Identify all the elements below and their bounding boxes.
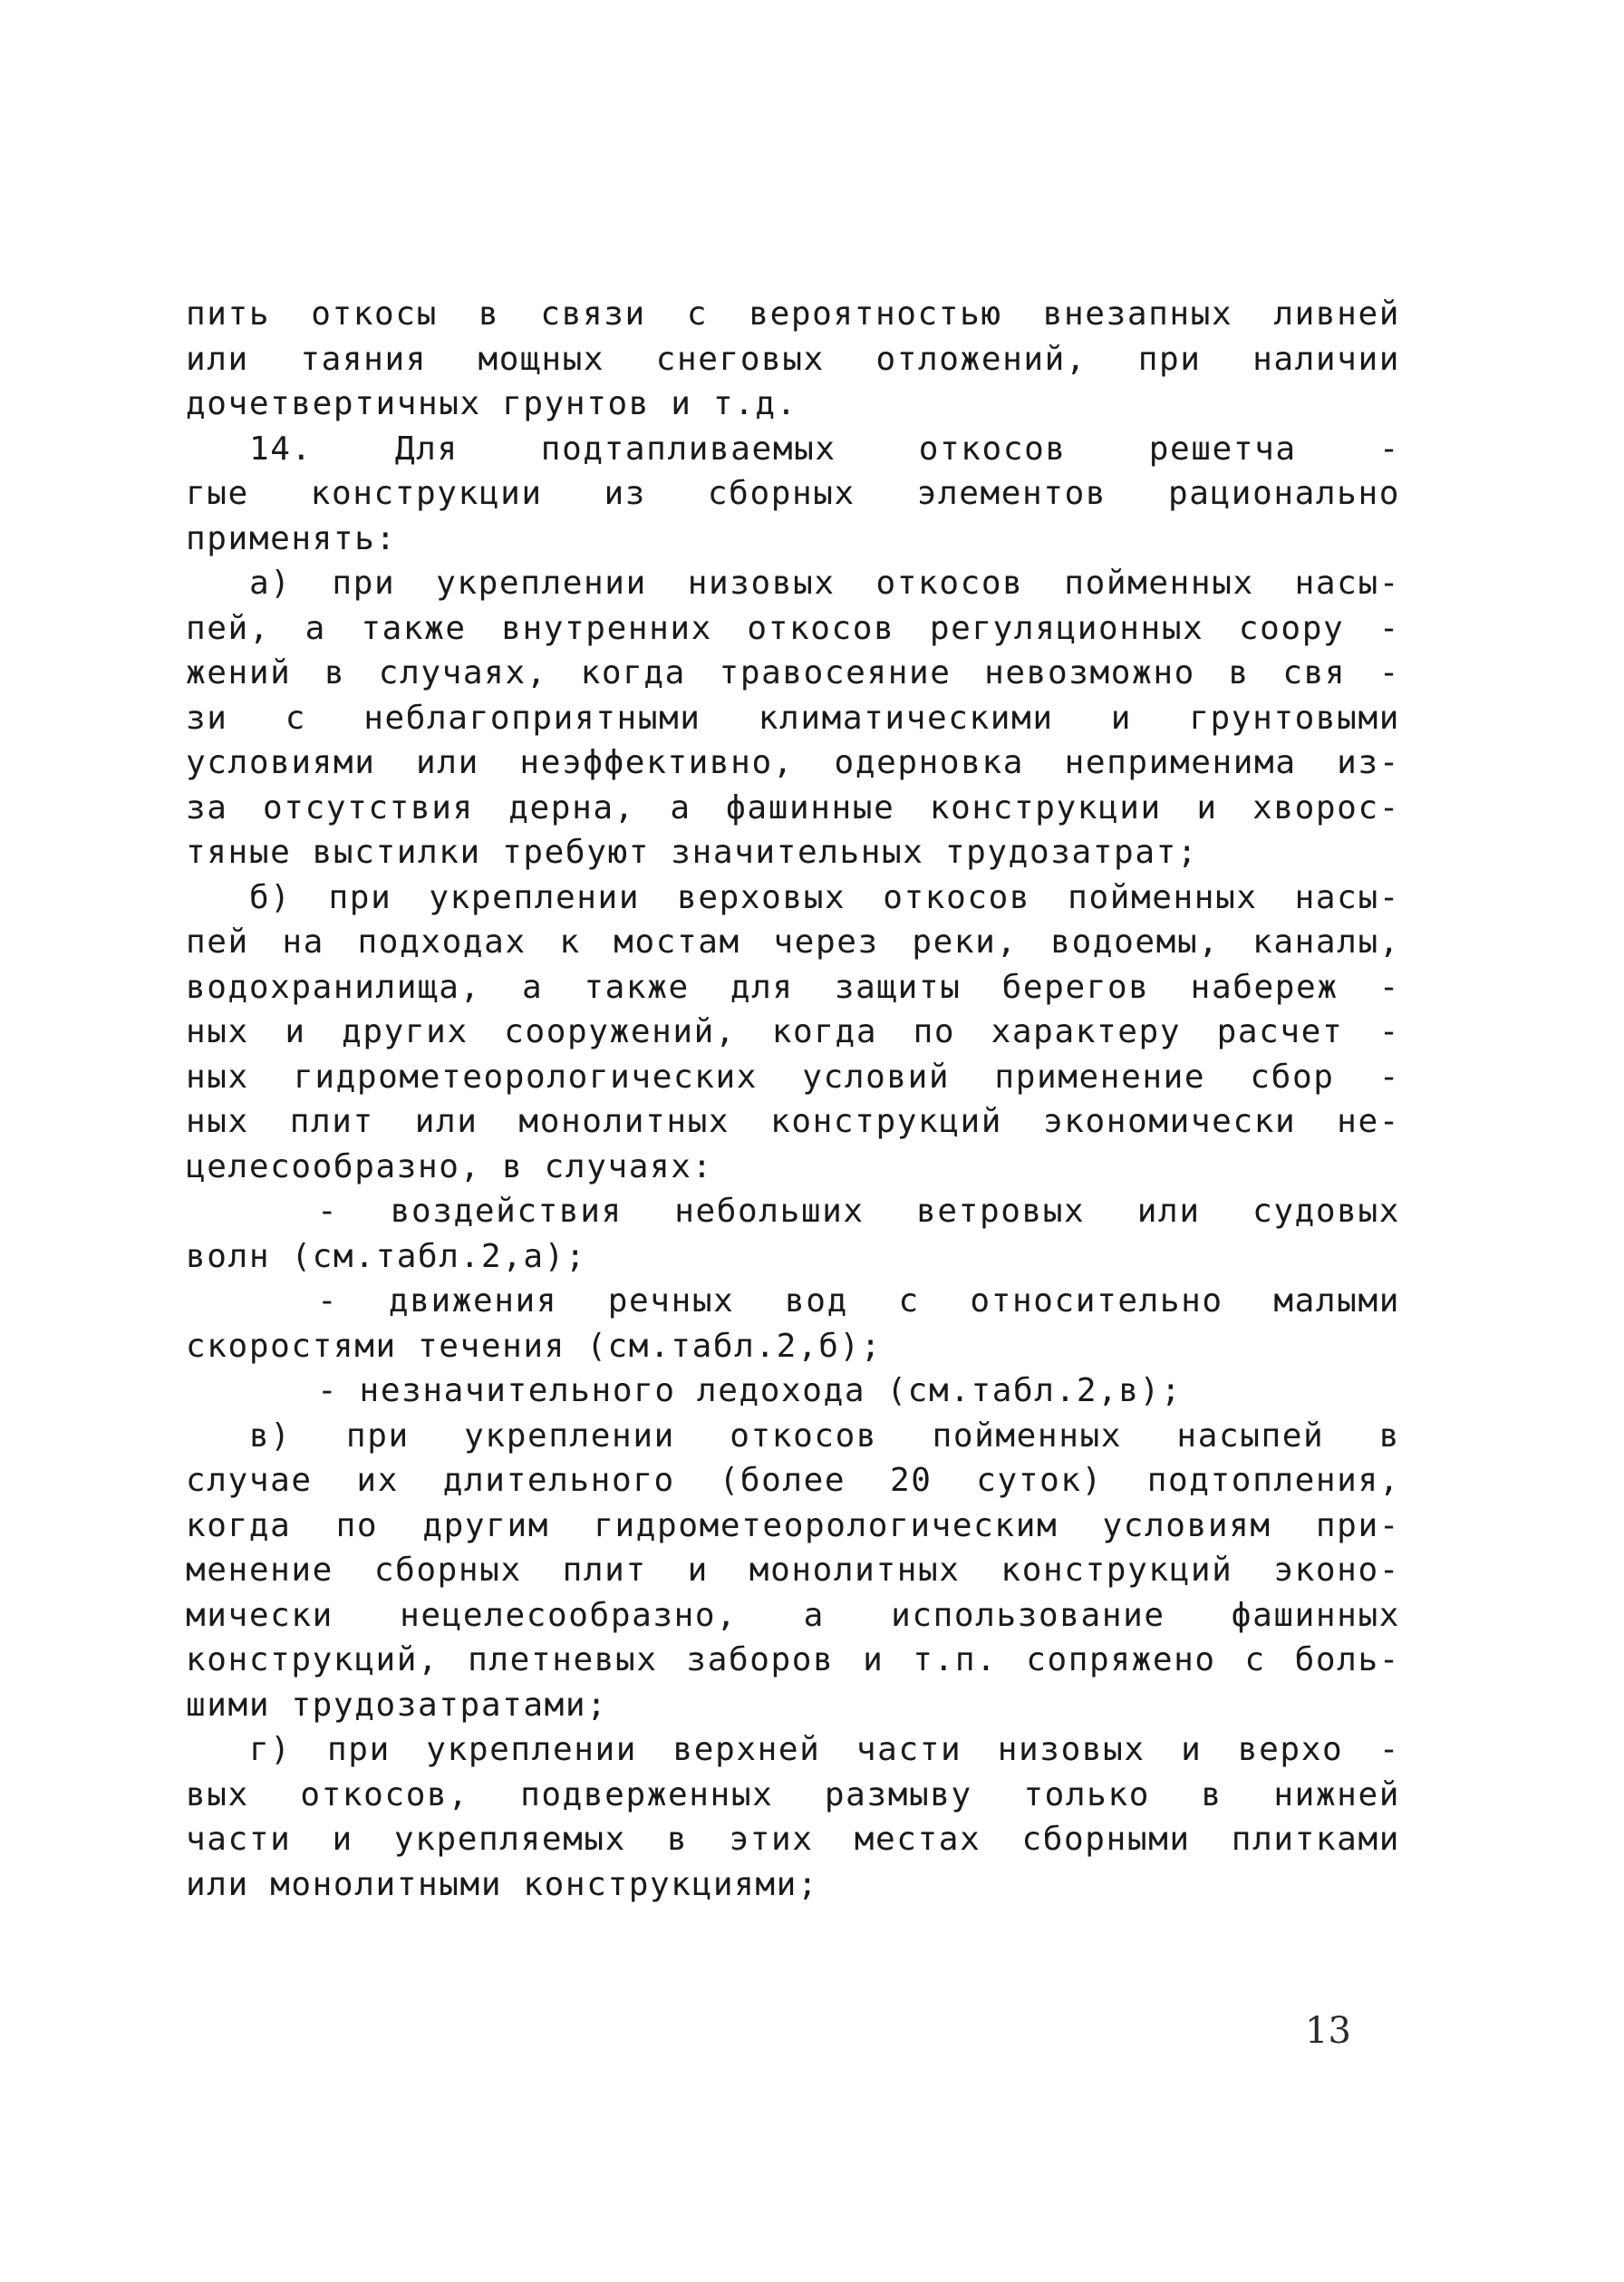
text-line: скоростями течения (см.табл.2,б); — [186, 1327, 883, 1365]
text-line: пей, а также внутренних откосов регуляционных соору - — [186, 609, 1400, 647]
text-line: а) при укреплении низовых откосов пойменных насы- — [249, 565, 1400, 602]
page-number: 13 — [1305, 2010, 1351, 2052]
text-line: целесообразно, в случаях: — [186, 1147, 713, 1185]
text-line: гые конструкции из сборных элементов рационально — [186, 475, 1400, 512]
text-line: за отсутствия дерна, а фашинные конструкции и хворос- — [186, 788, 1400, 827]
text-line: б) при укреплении верховых откосов пойменных насы- — [249, 878, 1400, 916]
text-line: менение сборных плит и монолитных конструкций эконо- — [186, 1552, 1400, 1589]
text-line: дочетвертичных грунтов и т.д. — [186, 385, 798, 422]
text-line: жений в случаях, когда травосеяние невозможно в свя - — [186, 654, 1400, 691]
text-line: ных и других сооружений, когда по характеру расчет - — [186, 1013, 1400, 1050]
document-body — [186, 292, 1400, 1907]
text-line: зи с неблагоприятными климатическими и грунтовыми — [186, 699, 1400, 737]
text-line: или таяния мощных снеговых отложений, при наличии — [186, 340, 1400, 378]
text-line: в) при укреплении откосов пойменных насыпей в — [249, 1417, 1400, 1455]
text-line: мически нецелесообразно, а использование фашинных — [186, 1596, 1400, 1634]
text-line: г) при укреплении верхней части низовых и верхо - — [249, 1731, 1400, 1768]
text-line: - движения речных вод с относительно малыми — [317, 1282, 1400, 1320]
text-line: ных гидрометеорологических условий применение сбор - — [186, 1058, 1400, 1096]
text-line: - воздействия небольших ветровых или судовых — [317, 1193, 1400, 1230]
text-line: 14. Для подтапливаемых откосов решетча - — [249, 430, 1400, 468]
text-line: вых откосов, подверженных размыву только в нижней — [186, 1775, 1400, 1813]
text-line: или монолитными конструкциями; — [186, 1865, 819, 1903]
text-line: тяные выстилки требуют значительных трудозатрат; — [186, 834, 1199, 871]
text-line: части и укрепляемых в этих местах сборными плитками — [186, 1821, 1400, 1858]
text-line: волн (см.табл.2,а); — [186, 1237, 587, 1275]
text-line: условиями или неэффективно, одерновка неприменима из- — [186, 744, 1400, 781]
text-line: случае их длительного (более 20 суток) подтопления, — [186, 1462, 1400, 1499]
text-line: ных плит или монолитных конструкций экономически не- — [186, 1103, 1400, 1140]
text-line: конструкций, плетневых заборов и т.п. сопряжено с боль- — [186, 1641, 1400, 1678]
text-line: пить откосы в связи с вероятностью внезапных ливней — [186, 295, 1400, 333]
text-line: - незначительного ледохода (см.табл.2,в); — [317, 1372, 1183, 1409]
text-line: применять: — [186, 519, 397, 557]
text-line: водохранилища, а также для защиты берегов набереж - — [186, 968, 1400, 1006]
text-line: шими трудозатратами; — [186, 1686, 608, 1724]
text-line: когда по другим гидрометеорологическим условиям при- — [186, 1506, 1400, 1544]
text-line: пей на подходах к мостам через реки, водоемы, каналы, — [186, 923, 1400, 961]
